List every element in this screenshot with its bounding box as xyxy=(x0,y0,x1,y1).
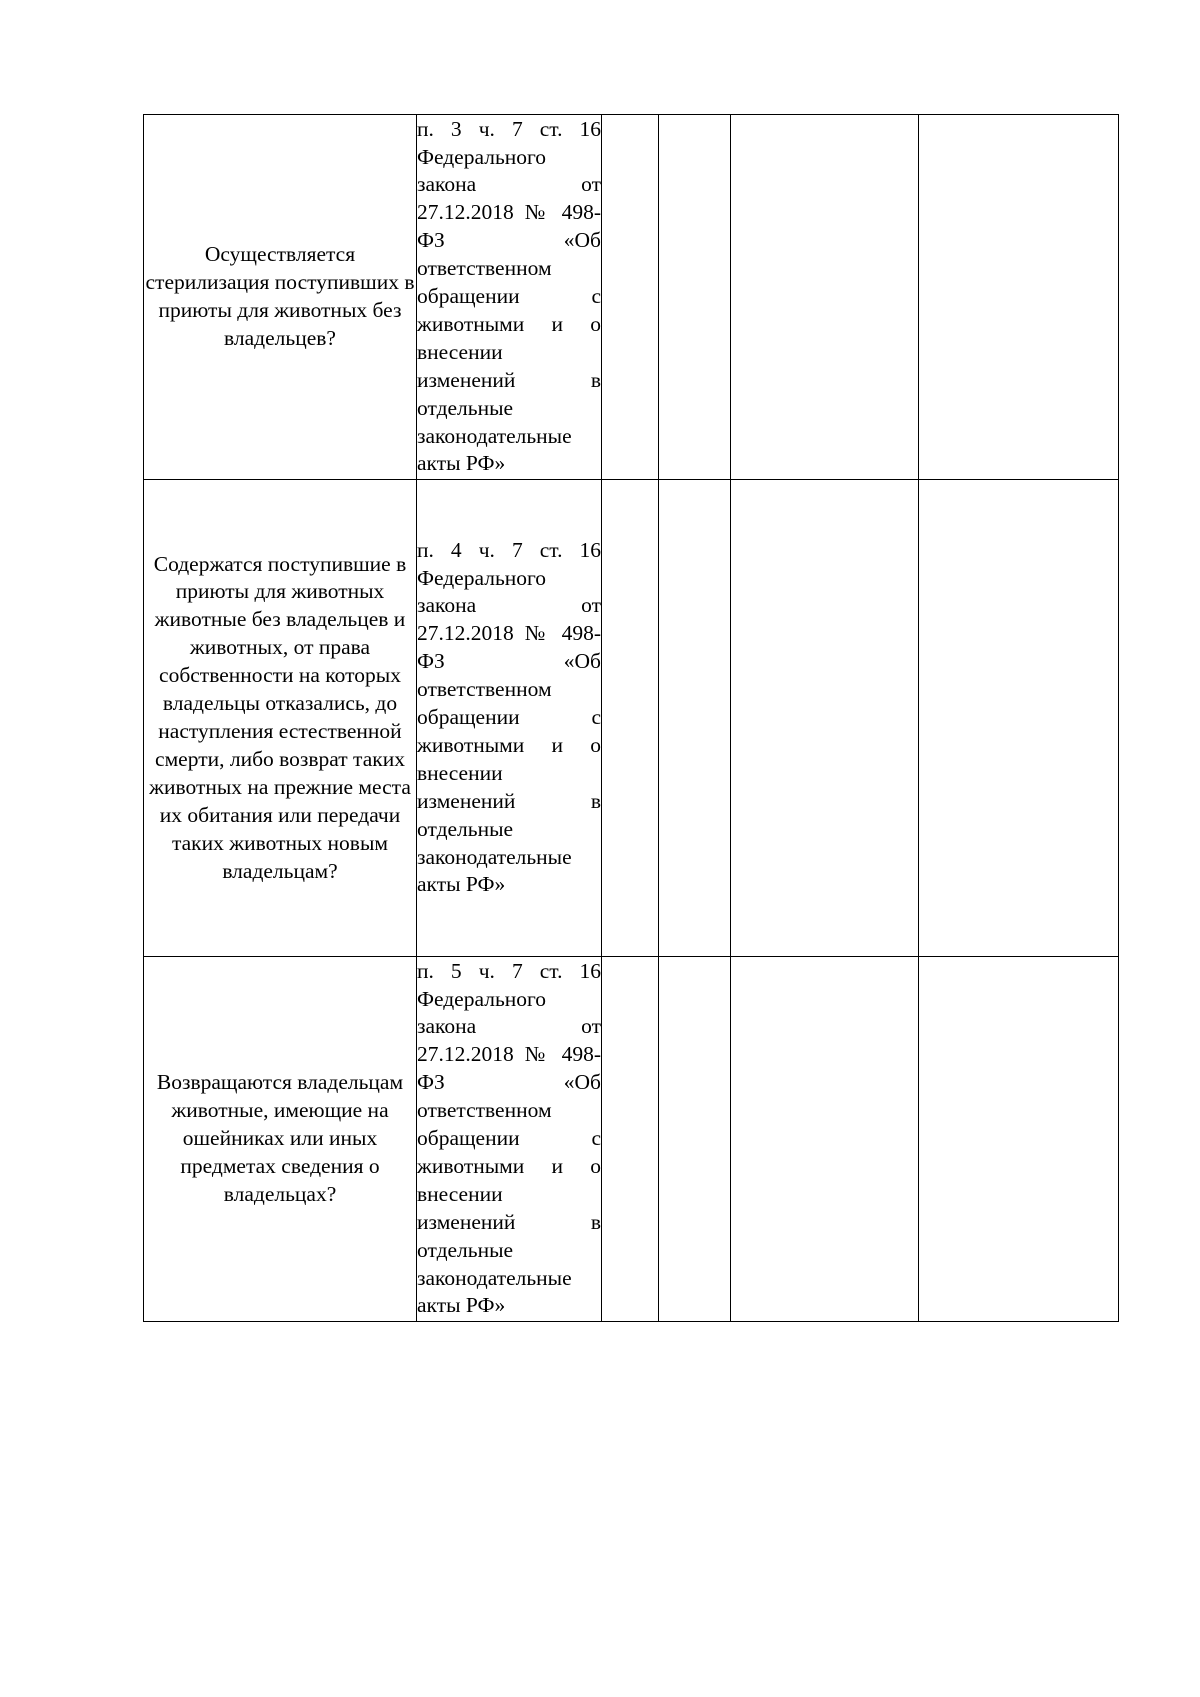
notes-cell xyxy=(919,480,1119,957)
requirement-text: п. 3 ч. 7 ст. 16 Федерального закона от 27.12.2018 № 498-ФЗ «Об ответственном обращении с животными и о внесении изменений в отдельные законодательные акты РФ» xyxy=(417,116,601,476)
not-applicable-cell xyxy=(731,115,919,480)
question-cell xyxy=(144,115,417,480)
requirement-cell xyxy=(417,115,602,480)
question-cell xyxy=(144,957,417,1322)
answer-yes-cell xyxy=(602,480,659,957)
requirement-cell xyxy=(417,957,602,1322)
table-row xyxy=(144,480,1119,957)
notes-cell xyxy=(919,115,1119,480)
answer-no-cell xyxy=(659,957,731,1322)
answer-no-cell xyxy=(659,480,731,957)
requirement-cell xyxy=(417,480,602,957)
not-applicable-cell xyxy=(731,480,919,957)
answer-no-cell xyxy=(659,115,731,480)
question-text: Возвращаются владельцам животные, имеющие на ошейниках или иных предметах сведения о владельцах? xyxy=(156,1070,404,1206)
requirement-text: п. 5 ч. 7 ст. 16 Федерального закона от 27.12.2018 № 498-ФЗ «Об ответственном обращении с животными и о внесении изменений в отдельные законодательные акты РФ» xyxy=(417,958,601,1318)
answer-yes-cell xyxy=(602,115,659,480)
question-text: Осуществляется стерилизация поступивших в приюты для животных без владельцев? xyxy=(145,242,415,350)
answer-yes-cell xyxy=(602,957,659,1322)
not-applicable-cell xyxy=(731,957,919,1322)
table-row xyxy=(144,115,1119,480)
question-text: Содержатся поступившие в приюты для животных животные без владельцев и животных, от права собственности на которых владельцы отказались, до наступления естественной смерти, либо возврат таких животных на прежние места их обитания или передачи таких животных новым владельцам? xyxy=(149,551,411,883)
question-cell xyxy=(144,480,417,957)
notes-cell xyxy=(919,957,1119,1322)
checklist-table xyxy=(143,114,1119,1322)
requirement-text: п. 4 ч. 7 ст. 16 Федерального закона от 27.12.2018 № 498-ФЗ «Об ответственном обращении с животными и о внесении изменений в отдельные законодательные акты РФ» xyxy=(417,537,601,897)
table-row xyxy=(144,957,1119,1322)
